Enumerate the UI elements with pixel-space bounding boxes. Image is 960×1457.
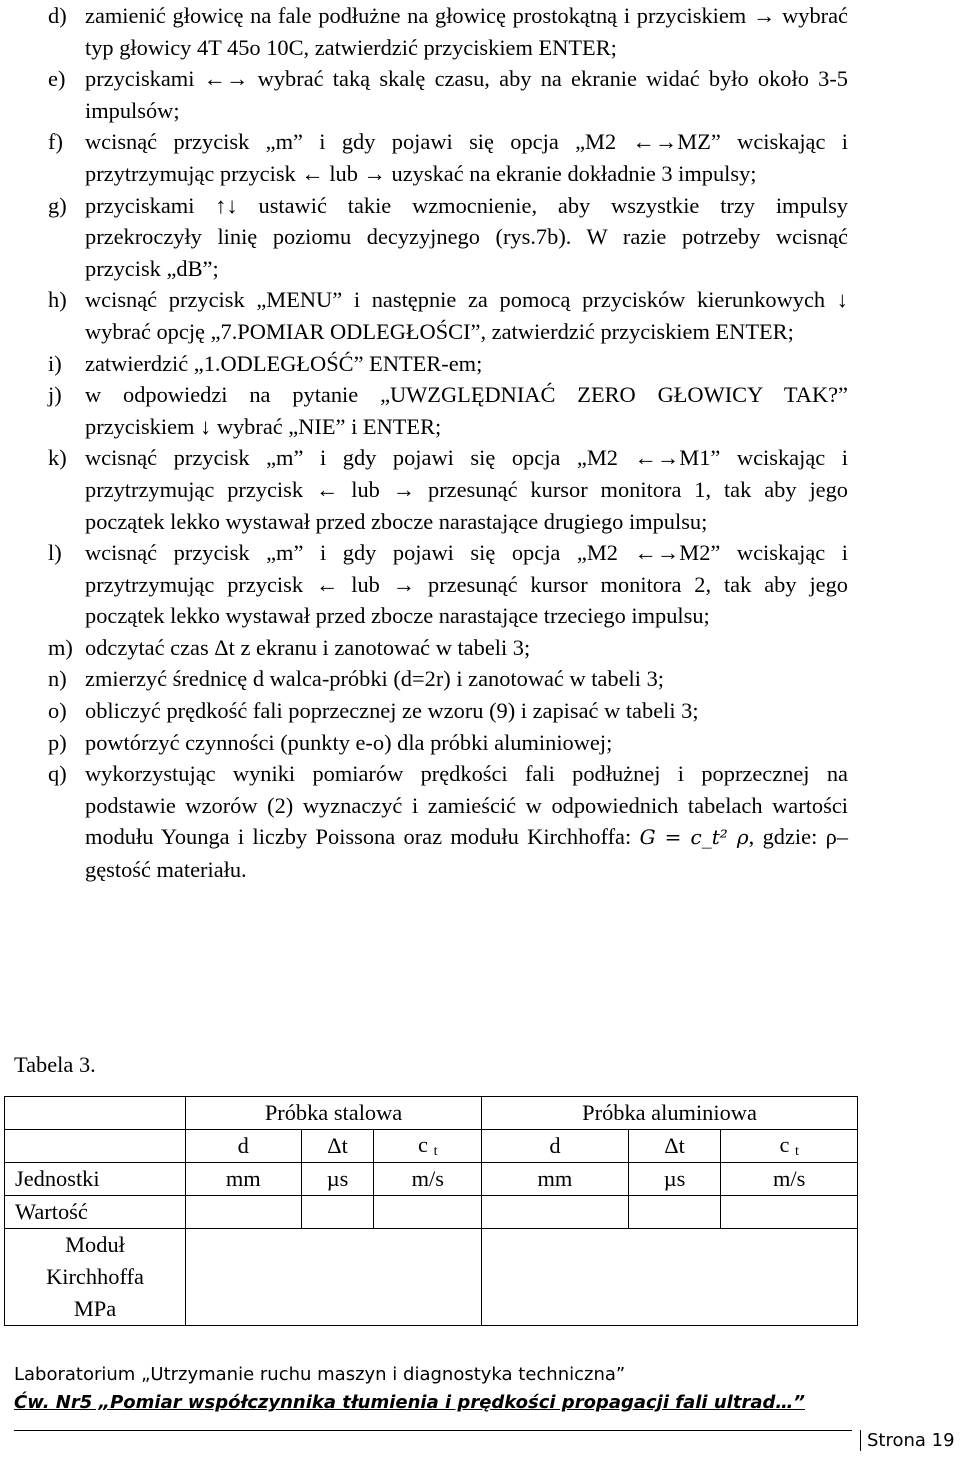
table-row — [5, 1229, 858, 1326]
table-cell — [721, 1196, 858, 1229]
table-cell — [482, 1229, 858, 1326]
table-cell — [5, 1097, 186, 1130]
list-item — [48, 190, 848, 285]
item-text: zmierzyć średnicę d walca-próbki (d=2r) i zanotować w tabeli 3; — [85, 666, 664, 692]
table-cell: µs — [301, 1163, 374, 1196]
table-row — [5, 1163, 858, 1196]
footer-rule — [14, 1430, 852, 1431]
list-item — [48, 442, 848, 537]
list-item — [48, 727, 848, 759]
row-label: Moduł Kirchhoffa MPa — [5, 1229, 186, 1326]
item-text: odczytać czas Δt z ekranu i zanotować w tabeli 3; — [85, 634, 531, 660]
item-text: przyciskami ←→ wybrać taką skalę czasu, aby na ekranie widać było około 3-5 impulsów; — [85, 66, 848, 123]
item-text: przyciskami ↑↓ ustawić takie wzmocnienie, aby wszystkie trzy impulsy przekroczyły linię poziomu decyzyjnego (rys.7b). W razie potrzeby wcisnąć przycisk „dB”; — [85, 192, 848, 281]
item-text: wcisnąć przycisk „MENU” i następnie za pomocą przycisków kierunkowych ↓ wybrać opcję „7.POMIAR ODLEGŁOŚCI”, zatwierdzić przyciskiem ENTER; — [85, 287, 848, 344]
table-cell — [186, 1196, 302, 1229]
item-label: m) — [48, 634, 73, 660]
table-cell — [482, 1196, 629, 1229]
list-item — [48, 126, 848, 189]
item-text: wykorzystując wyniki pomiarów prędkości fali podłużnej i poprzecznej na podstawie wzorów (2) wyznaczyć i zamieścić w odpowiednich tabelach wartości modułu Younga i liczby Poissona oraz modułu Kirchhoffa: — [85, 761, 848, 850]
item-label: o) — [48, 698, 67, 724]
item-label: h) — [48, 287, 67, 313]
item-text: w odpowiedzi na pytanie „UWZGLĘDNIAĆ ZERO GŁOWICY TAK?” przyciskiem ↓ wybrać „NIE” i ENTER; — [85, 382, 848, 439]
list-item — [48, 348, 848, 380]
footer-exercise: Ćw. Nr5 „Pomiar współczynnika tłumienia i prędkości propagacji fali ultrad…” — [14, 1392, 805, 1413]
table-cell: m/s — [374, 1163, 482, 1196]
table-cell: mm — [482, 1163, 629, 1196]
list-item — [48, 0, 848, 63]
item-label: g) — [48, 192, 67, 218]
list-item — [48, 284, 848, 347]
item-label: k) — [48, 445, 67, 471]
group-header-aluminium: Próbka aluminiowa — [482, 1097, 858, 1130]
item-text: wcisnąć przycisk „m” i gdy pojawi się opcja „M2 ←→M2” wciskając i przytrzymując przycisk ← lub → przesunąć kursor monitora 2, tak aby jego początek lekko wystawał przed zbocze narastające trzeciego impulsu; — [85, 540, 848, 629]
table-title: Tabela 3. — [14, 1052, 96, 1077]
col-header: c $_t$ — [721, 1130, 858, 1163]
group-header-steel: Próbka stalowa — [186, 1097, 482, 1130]
table-cell — [186, 1229, 482, 1326]
row-label: Jednostki — [5, 1163, 186, 1196]
item-text: obliczyć prędkość fali poprzecznej ze wzoru (9) i zapisać w tabeli 3; — [85, 698, 699, 724]
list-item — [48, 632, 848, 664]
table-row — [5, 1097, 858, 1130]
item-label: e) — [48, 66, 66, 92]
item-label: l) — [48, 540, 62, 566]
table-cell — [628, 1196, 721, 1229]
list-item — [48, 379, 848, 442]
page-number: Strona 19 — [860, 1430, 955, 1451]
row-label: Wartość — [5, 1196, 186, 1229]
col-header: Δt — [301, 1130, 374, 1163]
table-cell: m/s — [721, 1163, 858, 1196]
table-cell — [5, 1130, 186, 1163]
list-item — [48, 663, 848, 695]
item-label: p) — [48, 729, 67, 755]
table-cell — [374, 1196, 482, 1229]
table-cell: mm — [186, 1163, 302, 1196]
item-label: j) — [48, 382, 62, 408]
table-cell — [301, 1196, 374, 1229]
results-table — [4, 1096, 858, 1326]
item-text: wcisnąć przycisk „m” i gdy pojawi się opcja „M2 ←→M1” wciskając i przytrzymując przycisk ← lub → przesunąć kursor monitora 1, tak aby jego początek lekko wystawał przed zbocze narastające drugiego impulsu; — [85, 445, 848, 534]
item-text: powtórzyć czynności (punkty e-o) dla próbki aluminiowej; — [85, 729, 613, 755]
item-label: i) — [48, 350, 62, 376]
col-header: d — [482, 1130, 629, 1163]
col-header: d — [186, 1130, 302, 1163]
item-label: n) — [48, 666, 67, 692]
table-cell: µs — [628, 1163, 721, 1196]
table-row — [5, 1196, 858, 1229]
list-item — [48, 758, 848, 885]
item-text: zamienić głowicę na fale podłużne na głowicę prostokątną i przyciskiem → wybrać typ głowicy 4T 45o 10C, zatwierdzić przyciskiem ENTER; — [85, 3, 848, 60]
item-label: d) — [48, 3, 67, 28]
kirchhoff-formula: G = c_t² ρ — [639, 825, 749, 850]
table-row — [5, 1130, 858, 1163]
col-header: c $_t$ — [374, 1130, 482, 1163]
instruction-list — [48, 0, 848, 886]
list-item — [48, 63, 848, 126]
list-item — [48, 537, 848, 632]
item-label: q) — [48, 761, 67, 787]
list-item — [48, 695, 848, 727]
item-label: f) — [48, 129, 63, 155]
formula-tail: , gdzie: ρ– gęstość materiału. — [85, 824, 849, 883]
item-text: wcisnąć przycisk „m” i gdy pojawi się opcja „M2 ←→MZ” wciskając i przytrzymując przycisk ← lub → uzyskać na ekranie dokładnie 3 impulsy; — [85, 129, 848, 186]
item-text: zatwierdzić „1.ODLEGŁOŚĆ” ENTER-em; — [85, 350, 483, 376]
col-header: Δt — [628, 1130, 721, 1163]
footer-lab-name: Laboratorium „Utrzymanie ruchu maszyn i diagnostyka techniczna” — [14, 1364, 626, 1385]
